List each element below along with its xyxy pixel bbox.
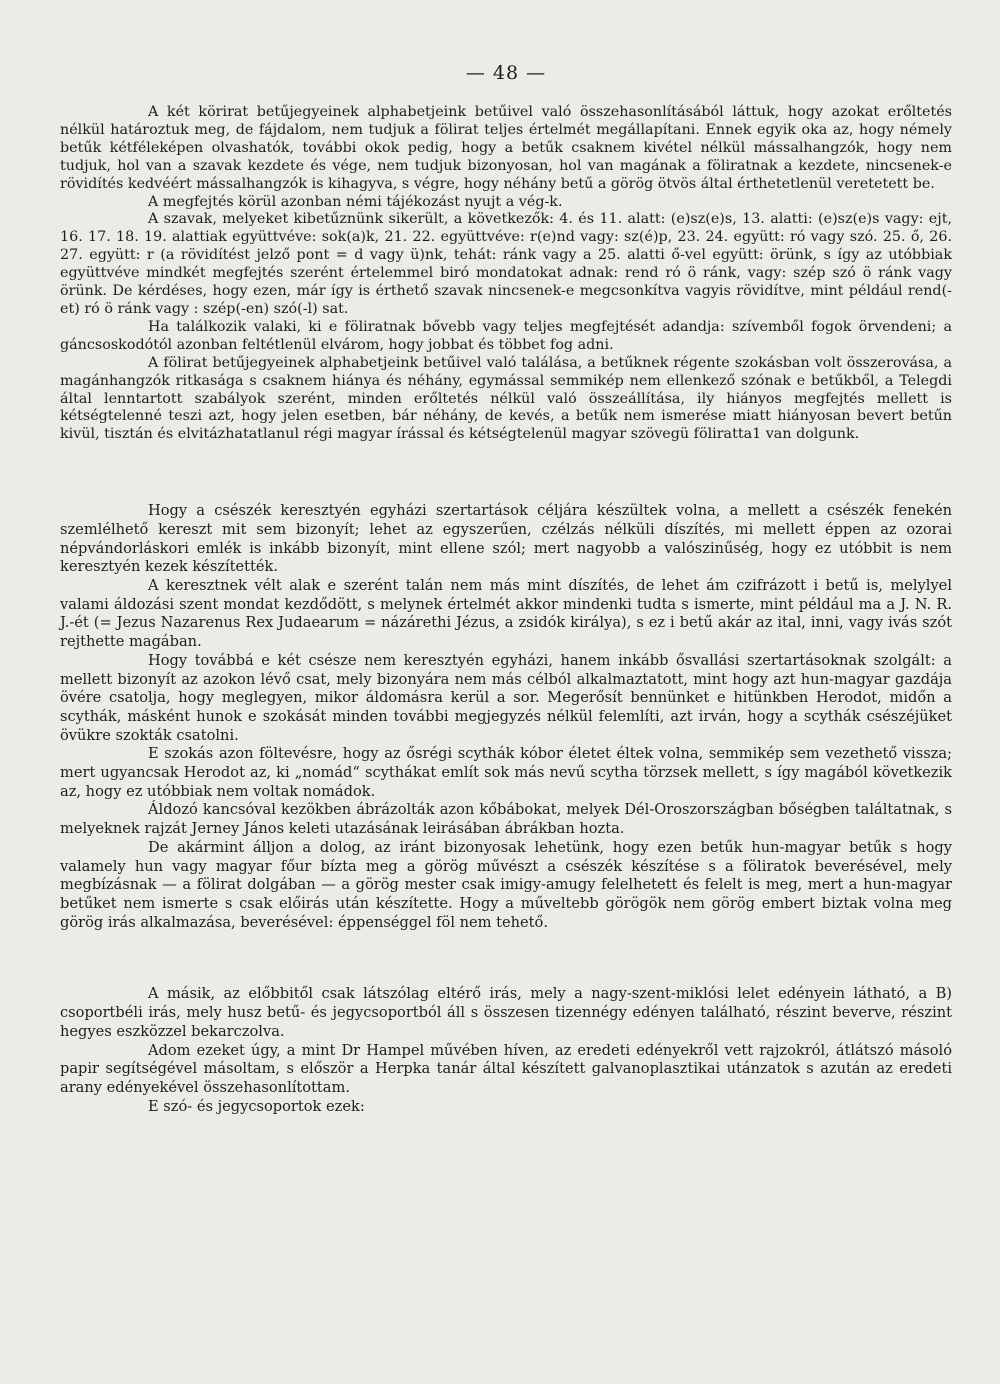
paragraph: Adom ezeket úgy, a mint Dr Hampel művében híven, az eredeti edényekről vett rajzokról, átlátszó másoló papir segítségével másoltam, s először a Herpka tanár által készített galvanoplasztikai utánzatok s azután az eredeti arany edényekével összehasonlítottam.: [60, 1041, 952, 1096]
paragraph: De akármint álljon a dolog, az iránt bizonyosak lehetünk, hogy ezen betűk hun-magyar betűk s hogy valamely hun vagy magyar főur bízta meg a görög művészt a csészék készítése s a föliratok beverésével, mely megbízásnak — a fölirat dolgában — a görög mester csak imigy-amugy felelhetett és felelt is meg, mert a hun-magyar betűket nem ismerte s csak előirás után készítette. Hogy a műveltebb görögök nem görög embert biztak volna meg görög irás alkalmazása, beverésével: éppenséggel föl nem tehető.: [60, 838, 952, 931]
paragraph: A szavak, melyeket kibetűznünk sikerült, a következők: 4. és 11. alatt: (e)sz(e)s, 13. alatti: (e)sz(e)s vagy: ejt, 16. 17. 18. 19. alattiak együttvéve: sok(a)k, 21. 22. együttvéve: r(e)nd vagy: sz(é)p, 23. 24. együtt: ró vagy szó. 25. ő, 26. 27. együtt: r (a rövidítést jelző pont = d vagy ü)nk, tehát: ránk vagy a 25. alatti ő-vel együtt: örünk, s így az utóbbiak együttvéve mindkét megfejtés szerént értelemmel biró mondatokat adnak: rend ró ö ránk, vagy: szép szó ö ránk vagy örünk. De kérdéses, hogy ezen, már így is érthető szavak nincsenek-e megcsonkítva vagyis rövidítve, mint például rend(-et) ró ö ránk vagy : szép(-en) szó(-l) sat.: [60, 211, 952, 317]
section-cups-origin: [60, 502, 952, 932]
paragraph: A fölirat betűjegyeinek alphabetjeink betűivel való találása, a betűknek régente szokásban volt összerovása, a magánhangzók ritkasága s csaknem hiánya és néhány, egymással semmikép nem ellenkező szónak e betűkből, a Telegdi által lenntartott szabályok szerént, minden erőltetés nélkül való összeállítása, ily hiányos megfejtés mellett is kétségtelenné teszi azt, hogy jelen esetben, bár néhány, de kevés, a betűk nem ismerése miatt hiányosan bevert betűn kivül, tisztán és elvitázhatatlanul régi magyar írással és kétségtelenül magyar szövegü föliratta1 van dolgunk.: [60, 354, 952, 443]
paragraph: A megfejtés körül azonban némi tájékozást nyujt a vég-k.: [148, 193, 563, 210]
page-number: — 48 —: [465, 62, 547, 84]
paragraph: Hogy továbbá e két csésze nem keresztyén egyházi, hanem inkább ősvallási szertartásoknak szolgált: a mellett bizonyít az azokon lévő csat, mely bizonyára nem más célból alkalmaztatott, mint hogy azt hun-magyar gazdája övére csatolja, hogy meglegyen, mikor áldomásra kerül a sor. Megerősít bennünket e hitünkben Herodot, midőn a scythák, másként hunok e szokását minden további megjegyzés nélkül felemlíti, azt irván, hogy a scythák csészéjüket övükre szokták csatolni.: [60, 651, 952, 744]
paragraph: E szó- és jegycsoportok ezek:: [148, 1097, 365, 1115]
paragraph: A két körirat betűjegyeinek alphabetjeink betűivel való összehasonlításából láttuk, hogy azokat erőltetés nélkül határoztuk meg, de fájdalom, nem tudjuk a fölirat teljes értelmét megállapítani. Ennek egyik oka az, hogy némely betűk kétféleképen olvashatók, további okok pedig, hogy a betűk csaknem kivétel nélkül mássalhangzók, hogy nem tudjuk, hol van a szavak kezdete és vége, nem tudjuk bizonyosan, hol van magának a föliratnak a kezdete, nincsenek-e rövidítés kedvéért mássalhangzók is kihagyva, s végre, hogy néhány betű a görög ötvös által érthetetlenül veretetett be.: [60, 104, 952, 192]
paragraph: A keresztnek vélt alak e szerént talán nem más mint díszítés, de lehet ám czifrázott i betű is, melylyel valami áldozási szent mondat kezdődött, s melynek értelmét akkor mindenki tudta s ismerte, mint például ma a J. N. R. J.-ét (= Jezus Nazarenus Rex Judaearum = názárethi Jézus, a zsidók királya), s ez i betű akár az ital, inni, vagy ivás szót rejthette magában.: [60, 577, 952, 651]
paragraph: Hogy a csészék keresztyén egyházi szertartások céljára készültek volna, a mellett a csészék fenekén szemlélhető kereszt mit sem bizonyít; lehet az egyszerűen, czélzás nélküli díszítés, mi mellett éppen az ozorai népvándorláskori emlék is inkább bizonyít, mint ellene szól; mert nagyobb a valószinűség, hogy ez utóbbit is nem keresztyén kezek készítették.: [60, 502, 952, 576]
section-b-group-script: [60, 985, 952, 1116]
section-inscription-analysis: [60, 104, 952, 444]
paragraph: E szokás azon föltevésre, hogy az ősrégi scythák kóbor életet éltek volna, semmikép sem vezethető vissza; mert ugyancsak Herodot az, ki „nomád“ scythákat említ sok más nevű scytha törzsek mellett, s így magából következik az, hogy ez utóbbiak nem voltak nomádok.: [60, 745, 952, 800]
paragraph: Áldozó kancsóval kezökben ábrázolták azon kőbábokat, melyek Dél-Oroszországban bőségben találtatnak, s melyeknek rajzát Jerney János keleti utazásának leirásában ábrákban hozta.: [60, 801, 952, 838]
paragraph: Ha találkozik valaki, ki e föliratnak bővebb vagy teljes megfejtését adandja: szívemből fogok örvendeni; a gáncsoskodótól azonban feltétlenül elvárom, hogy jobbat és többet fog adni.: [60, 318, 952, 353]
paragraph: A másik, az előbbitől csak látszólag eltérő irás, mely a nagy-szent-miklósi lelet edényein látható, a B) csoportbéli irás, mely husz betű- és jegycsoportból áll s összesen tizennégy edényen található, részint beverve, részint hegyes eszközzel bekarczolva.: [60, 985, 952, 1040]
